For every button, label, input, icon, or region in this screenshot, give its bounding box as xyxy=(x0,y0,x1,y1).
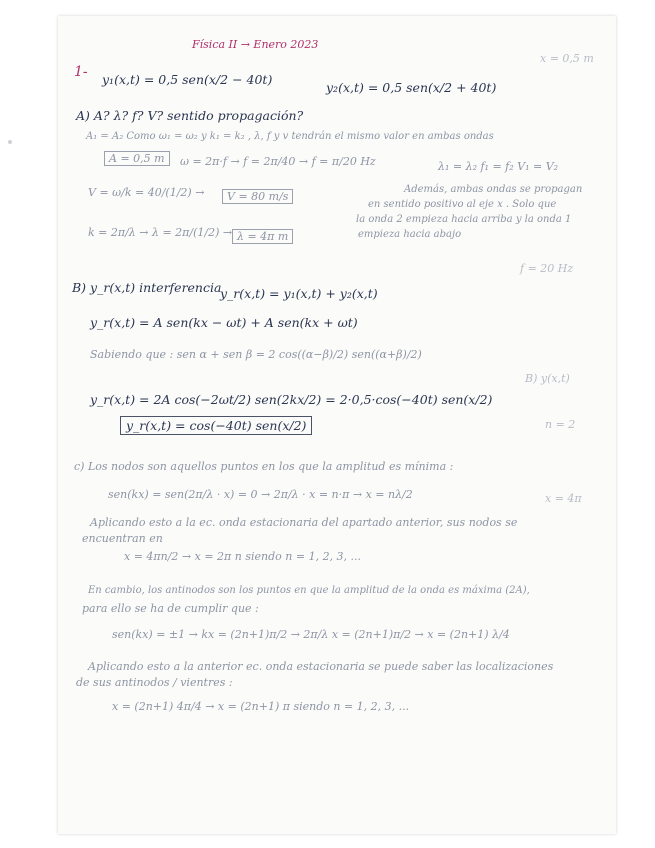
part-c-line: encuentran en xyxy=(82,532,163,545)
margin-dot xyxy=(8,140,12,144)
part-c-title: c) Los nodos son aquellos puntos en los que la amplitud es mínima : xyxy=(74,460,454,473)
part-c-line: Aplicando esto a la ec. onda estacionaria del apartado anterior, sus nodos se xyxy=(90,516,518,529)
standing-wave-result: y_r(x,t) = cos(−40t) sen(x/2) xyxy=(120,416,312,435)
ghost-text: B) y(x,t) xyxy=(525,372,570,385)
part-c-line: En cambio, los antinodos son los puntos en que la amplitud de la onda es máxima (2A), xyxy=(88,585,530,596)
nodes-result: x = 4πn/2 → x = 2π n siendo n = 1, 2, 3, ... xyxy=(124,550,362,563)
velocity-result: V = 80 m/s xyxy=(222,189,293,204)
identity-line: Sabiendo que : sen α + sen β = 2 cos((α−β)/2) sen((α+β)/2) xyxy=(90,348,422,361)
ghost-text: x = 4π xyxy=(545,492,582,505)
note-line: empieza hacia abajo xyxy=(358,229,462,240)
antinodes-result: x = (2n+1) 4π/4 → x = (2n+1) π siendo n = 1, 2, 3, ... xyxy=(112,700,410,713)
page-header: Física II → Enero 2023 xyxy=(192,38,319,51)
part-b-equation: y_r(x,t) = A sen(kx − ωt) + A sen(kx + ωt) xyxy=(90,315,358,330)
part-c-line: para ello se ha de cumplir que : xyxy=(82,602,259,615)
part-c-line: sen(kx) = sen(2π/λ · x) = 0 → 2π/λ · x = n·π → x = nλ/2 xyxy=(108,488,413,501)
ghost-text: x = 0,5 m xyxy=(540,52,594,65)
superposition: y_r(x,t) = y₁(x,t) + y₂(x,t) xyxy=(220,286,378,301)
part-c-line: de sus antinodos / vientres : xyxy=(76,676,233,689)
part-c-line: sen(kx) = ±1 → kx = (2n+1)π/2 → 2π/λ x = (2n+1)π/2 → x = (2n+1) λ/4 xyxy=(112,628,510,641)
velocity-line: V = ω/k = 40/(1/2) → xyxy=(88,186,205,199)
part-b-title: B) y_r(x,t) interferencia xyxy=(72,280,222,295)
ghost-text: n = 2 xyxy=(545,418,576,431)
wavelength-line: k = 2π/λ → λ = 2π/(1/2) → xyxy=(88,226,233,239)
wave-2-equation: y₂(x,t) = 0,5 sen(x/2 + 40t) xyxy=(326,80,497,95)
wavelength-result: λ = 4π m xyxy=(232,229,293,244)
problem-number: 1- xyxy=(74,64,88,80)
part-c-line: Aplicando esto a la anterior ec. onda estacionaria se puede saber las localizaciones xyxy=(88,660,554,673)
part-a-question: A) A? λ? f? V? sentido propagación? xyxy=(76,108,304,123)
note-line: la onda 2 empieza hacia arriba y la onda 1 xyxy=(356,214,572,225)
note-line: Además, ambas ondas se propagan xyxy=(404,184,583,195)
frequency-line: ω = 2π·f → f = 2π/40 → f = π/20 Hz xyxy=(180,155,376,168)
part-a-line: A₁ = A₂ Como ω₁ = ω₂ y k₁ = k₂ , λ, f y v tendrán el mismo valor en ambas ondas xyxy=(86,131,494,142)
wave-1-equation: y₁(x,t) = 0,5 sen(x/2 − 40t) xyxy=(102,72,273,87)
amplitude-result: A = 0,5 m xyxy=(104,151,170,166)
equal-relations: λ₁ = λ₂ f₁ = f₂ V₁ = V₂ xyxy=(438,160,559,173)
ghost-text: f = 20 Hz xyxy=(520,262,574,275)
note-line: en sentido positivo al eje x . Solo que xyxy=(368,199,557,210)
part-b-equation: y_r(x,t) = 2A cos(−2ωt/2) sen(2kx/2) = 2·0,5·cos(−40t) sen(x/2) xyxy=(90,392,493,407)
